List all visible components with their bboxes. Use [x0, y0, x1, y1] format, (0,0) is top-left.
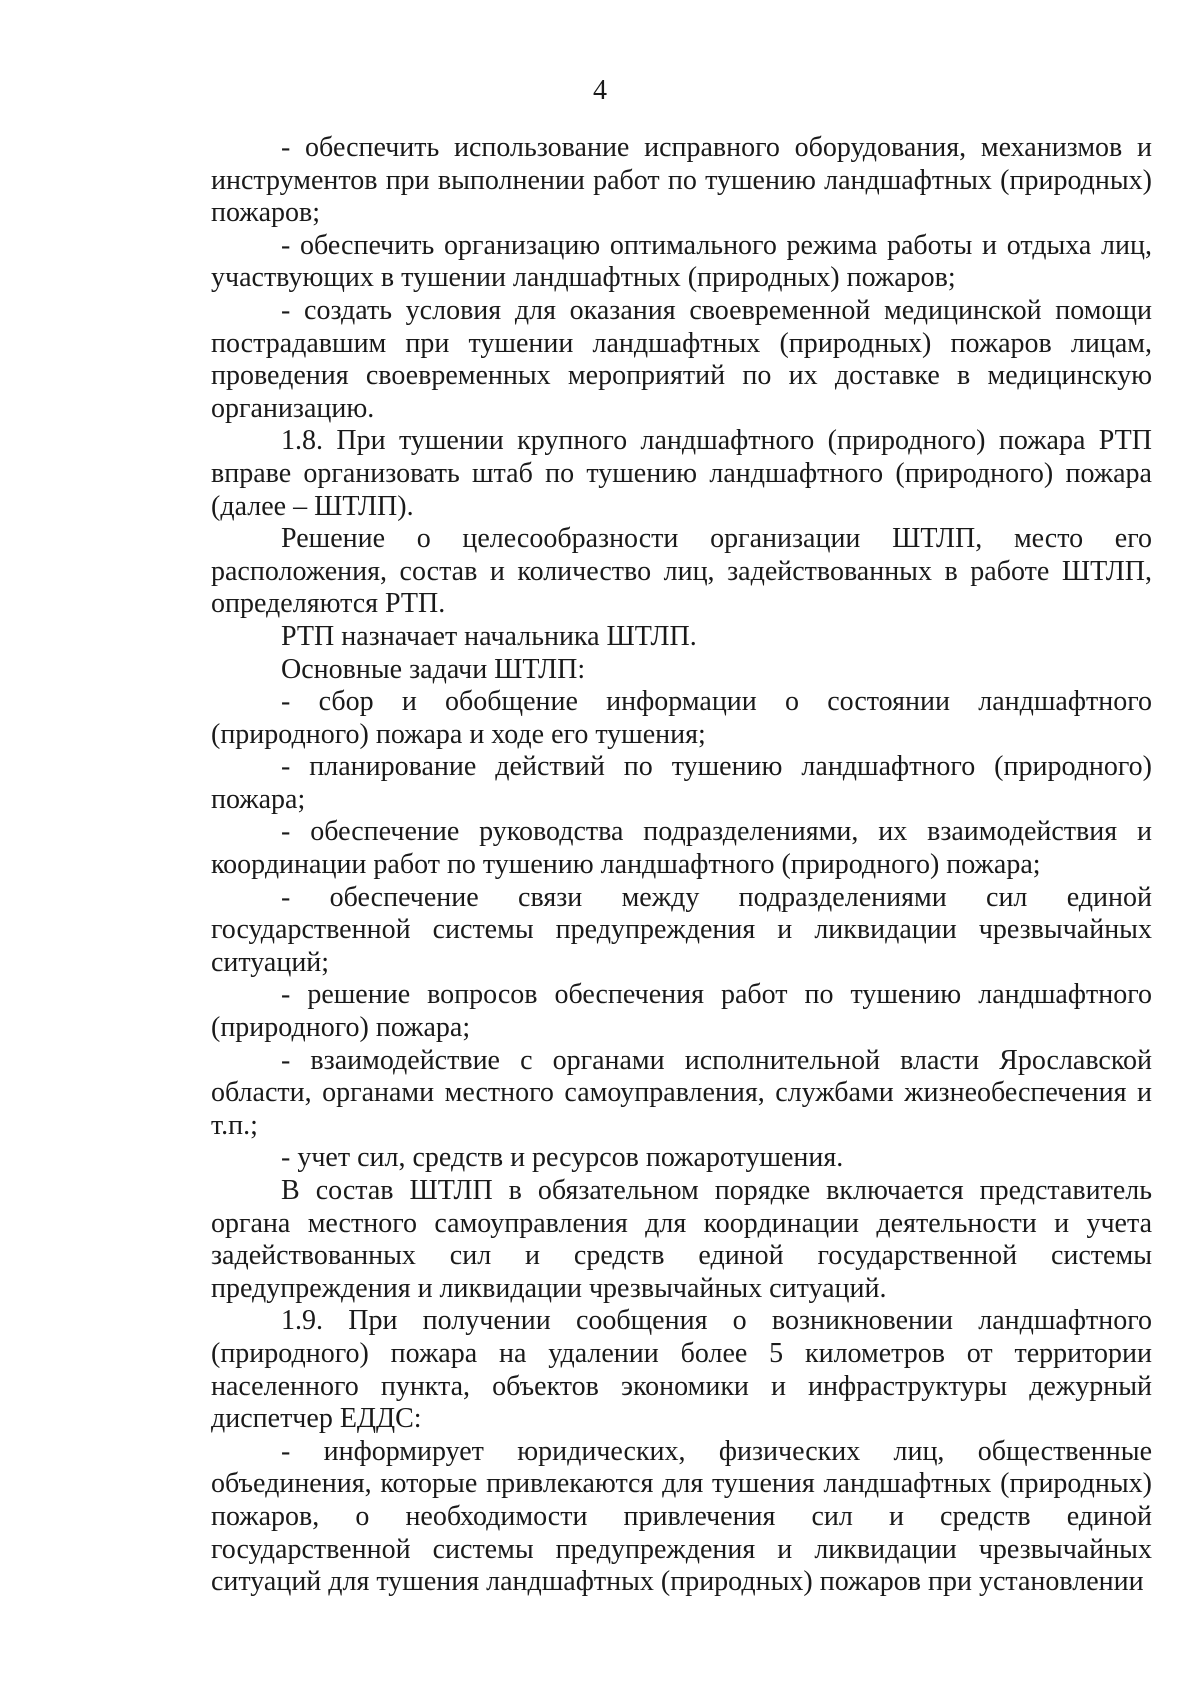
- task-interaction: - взаимодействие с органами исполнительной власти Ярославской области, органами местного самоуправления, службами жизнеобеспечения и т.п.;: [211, 1044, 1152, 1141]
- paragraph-decision: Решение о целесообразности организации ШТЛП, место его расположения, состав и количество лиц, задействованных в работе ШТЛП, определяются РТП.: [211, 523, 1152, 620]
- paragraph-staff-composition: В состав ШТЛП в обязательном порядке включается представитель органа местного самоуправления для координации деятельности и учета задействованных сил и средств единой государственной системы предупреждения и ликвидации чрезвычайных ситуаций.: [211, 1175, 1152, 1304]
- task-info-collection: - сбор и обобщение информации о состоянии ландшафтного (природного) пожара и ходе его тушения;: [211, 686, 1152, 750]
- paragraph-medical-help: - создать условия для оказания своевременной медицинской помощи пострадавшим при тушении ландшафтных (природных) пожаров лицам, проведения своевременных мероприятий по их доставке в медицинскую организацию.: [211, 294, 1152, 424]
- paragraph-1-9: 1.9. При получении сообщения о возникновении ландшафтного (природного) пожара на удалении более 5 километров от территории населенного пункта, объектов экономики и инфраструктуры дежурный диспетчер ЕДДС:: [211, 1305, 1152, 1435]
- paragraph-work-rest-regime: - обеспечить организацию оптимального режима работы и отдыха лиц, участвующих в тушении ландшафтных (природных) пожаров;: [211, 229, 1152, 294]
- task-planning: - планирование действий по тушению ландшафтного (природного) пожара;: [211, 751, 1152, 815]
- task-accounting: - учет сил, средств и ресурсов пожаротушения.: [281, 1142, 844, 1174]
- document-body: [211, 132, 1152, 1599]
- paragraph-head-appointment: РТП назначает начальника ШТЛП.: [281, 620, 697, 652]
- task-support: - решение вопросов обеспечения работ по тушению ландшафтного (природного) пожара;: [211, 979, 1152, 1044]
- paragraph-1-8: 1.8. При тушении крупного ландшафтного (природного) пожара РТП вправе организовать штаб по тушению ландшафтного (природного) пожара (далее – ШТЛП).: [211, 425, 1152, 522]
- paragraph-equipment: - обеспечить использование исправного оборудования, механизмов и инструментов при выполнении работ по тушению ландшафтных (природных) пожаров;: [211, 132, 1152, 229]
- paragraph-main-tasks: Основные задачи ШТЛП:: [281, 653, 586, 685]
- task-communication: - обеспечение связи между подразделениями сил единой государственной системы предупреждения и ликвидации чрезвычайных ситуаций;: [211, 881, 1152, 978]
- paragraph-informs: - информирует юридических, физических лиц, общественные объединения, которые привлекаются для тушения ландшафтных (природных) пожаров, о необходимости привлечения сил и средств единой государственной системы предупреждения и ликвидации чрезвычайных ситуаций для тушения ландшафтных (природных) пожаров при установлении: [211, 1435, 1152, 1598]
- task-management: - обеспечение руководства подразделениями, их взаимодействия и координации работ по тушению ландшафтного (природного) пожара;: [211, 816, 1152, 881]
- page-number: 4: [593, 75, 607, 106]
